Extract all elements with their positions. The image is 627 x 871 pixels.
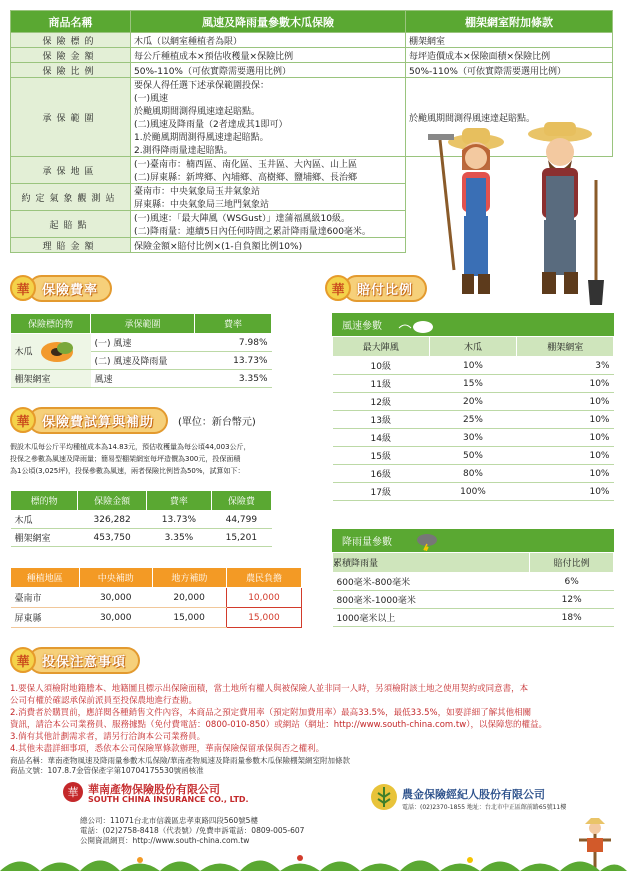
rate-row-scope: 風速	[91, 370, 195, 388]
wind-title-bar	[332, 313, 614, 336]
subsidy-farmer-cell: 10,000	[226, 588, 301, 608]
summary-key: 保險金額	[11, 48, 131, 63]
subsidy-cell: 屏東縣	[11, 608, 80, 628]
badge-icon: 華	[325, 275, 351, 301]
papaya-icon	[39, 340, 75, 364]
wind-cell: 13級	[333, 411, 430, 429]
summary-key: 承保地區	[11, 157, 131, 184]
farmers-illustration	[420, 120, 620, 310]
summary-text: (一)風速：「最大陣風（WSGust）」達蒲福風級10級。	[134, 214, 350, 224]
summary-net-cell	[406, 63, 613, 78]
summary-key: 約定氣象觀測站	[11, 184, 131, 211]
note-line: 2.消費者於購買前，應詳閱各種銷售文件內容，本商品之預定費用率（預定附加費用率）最高33.5%，最低33.5%，如要詳細了解其他相關	[10, 708, 532, 718]
section-notes	[10, 647, 140, 673]
summary-net-cell	[406, 33, 613, 48]
calc-cell: 326,282	[78, 511, 147, 529]
wind-cell: 17級	[333, 483, 430, 501]
wind-head: 木瓜	[429, 337, 517, 357]
calc-cell: 453,750	[78, 529, 147, 547]
rate-head-rate: 費率	[195, 314, 272, 334]
wind-cell: 25%	[429, 411, 517, 429]
note-line: 公司有權於確認承保前派員至投保農地進行查勘。	[10, 696, 198, 706]
table-row	[11, 33, 613, 48]
rate-row-value: 7.98%	[195, 334, 272, 352]
calc-cell: 棚架網室	[11, 529, 78, 547]
table-row	[11, 48, 613, 63]
company-logo-icon	[62, 781, 84, 803]
wind-table	[332, 336, 614, 501]
summary-head-name: 商品名稱	[11, 11, 131, 33]
summary-text: (二)降雨量：連續5日內任何時間之累計降雨量達600毫米。	[134, 227, 371, 237]
wind-cell: 10%	[429, 357, 517, 375]
subsidy-cell: 20,000	[152, 588, 226, 608]
wind-cell: 3%	[517, 357, 614, 375]
rain-cell: 12%	[530, 591, 614, 609]
wind-cell: 10%	[517, 465, 614, 483]
rate-papaya-label: 木瓜	[14, 347, 33, 357]
subsidy-cell: 15,000	[152, 608, 226, 628]
rain-cell: 800毫米-1000毫米	[333, 591, 530, 609]
wind-head: 最大陣風	[333, 337, 430, 357]
product-name-line: 商品名稱：華南產物風速及降雨量參數木瓜保險/華南產物風速及降雨量參數木瓜保險棚架網室附加條款	[10, 756, 351, 765]
summary-papaya-cell	[131, 48, 406, 63]
summary-papaya-cell	[131, 157, 406, 184]
note-line: 4.其他未盡詳細事項，悉依本公司保險單條款辦理，華南保險保留承保與否之權利。	[10, 744, 325, 754]
summary-key: 保險標的	[11, 33, 131, 48]
summary-key: 承保範圍	[11, 78, 131, 157]
summary-text: 50%-110%（可依實際需要選用比例）	[409, 66, 566, 77]
note-line: 1.要保人須檢附地籍謄本、地籍圖且標示出保險面積，當土地所有權人與被保險人並非同一人時，另須檢附該土地之使用契約或同意書，本	[10, 684, 529, 694]
product-number-line: 商品文號：107.8.7金管保產字第10704175530號函核准	[10, 766, 204, 775]
table-row	[11, 63, 613, 78]
summary-papaya-cell	[131, 211, 406, 238]
rate-row-value: 3.35%	[195, 370, 272, 388]
calc-table	[10, 490, 272, 547]
table-row	[11, 608, 302, 628]
storm-cloud-icon	[415, 533, 439, 551]
subsidy-farmer-cell: 15,000	[226, 608, 301, 628]
wind-title: 風速參數	[342, 321, 382, 332]
rain-table	[332, 552, 614, 627]
subsidy-head: 中央補助	[79, 568, 152, 588]
wind-cell: 10%	[517, 375, 614, 393]
company-website: 公開資訊網頁：http://www.south-china.com.tw	[80, 836, 250, 845]
section-premium	[10, 275, 112, 301]
wind-cell: 10%	[517, 411, 614, 429]
wind-cell: 14級	[333, 429, 430, 447]
agent-name: 農金保險經紀人股份有限公司	[402, 788, 545, 801]
subsidy-head: 地方補助	[152, 568, 226, 588]
summary-text: 要保人得任選下述承保範圍投保：	[134, 81, 270, 91]
section-payout-title: 賠付比例	[343, 275, 427, 302]
calc-cell: 15,201	[211, 529, 271, 547]
table-row	[333, 447, 614, 465]
badge-icon: 華	[10, 275, 36, 301]
company-phone: 電話：(02)2758-8418（代表號）/免費申訴電話：0809-005-607	[80, 826, 305, 835]
product-info	[10, 756, 620, 776]
calc-head: 標的物	[11, 491, 78, 511]
table-row	[333, 591, 614, 609]
rain-title: 降雨量參數	[342, 537, 392, 548]
subsidy-cell: 臺南市	[11, 588, 80, 608]
badge-icon: 華	[10, 407, 36, 433]
calc-description	[10, 441, 310, 477]
note-line: 3.倘有其他計劃需求者，請另行洽詢本公司業務員。	[10, 732, 206, 742]
subsidy-head: 農民負擔	[226, 568, 301, 588]
rain-cell: 600毫米-800毫米	[333, 573, 530, 591]
calc-line: 投保之參數為風速及降雨量；簡易型棚架網室每坪造價為300元，投保面積	[10, 455, 241, 463]
table-row	[11, 511, 272, 529]
rate-row-value: 13.73%	[195, 352, 272, 370]
company-contact	[80, 816, 340, 846]
summary-papaya-cell	[131, 78, 406, 157]
calc-cell: 木瓜	[11, 511, 78, 529]
wind-cell: 10%	[517, 393, 614, 411]
rate-papaya-cell	[11, 334, 91, 370]
summary-text: 保險金額×賠付比例×(1-自負額比例10%)	[134, 241, 303, 252]
subsidy-table	[10, 567, 302, 628]
wind-head: 棚架網室	[517, 337, 614, 357]
subsidy-head: 種植地區	[11, 568, 80, 588]
rain-head: 累積降雨量	[333, 553, 530, 573]
calc-cell: 13.73%	[147, 511, 212, 529]
calc-cell: 44,799	[211, 511, 271, 529]
wind-cell: 12級	[333, 393, 430, 411]
summary-head-net: 棚架網室附加條款	[406, 11, 613, 33]
calc-head: 保險金額	[78, 491, 147, 511]
section-payout	[325, 275, 427, 301]
table-row	[333, 411, 614, 429]
summary-text: 屏東縣：中央氣象局三地門氣象站	[134, 200, 270, 210]
summary-text: 每公斤種植成本×預估收穫量×保險比例	[134, 51, 294, 62]
rate-head-scope: 承保範圍	[91, 314, 195, 334]
wind-cell: 50%	[429, 447, 517, 465]
summary-text: (二)風速及降雨量（2者達成其1即可）	[134, 120, 288, 130]
calc-head: 保險費	[211, 491, 271, 511]
company-name: 華南產物保險股份有限公司	[88, 783, 220, 796]
rain-title-bar	[332, 529, 614, 552]
calc-head: 費率	[147, 491, 212, 511]
summary-text: 50%-110%（可依實際需要選用比例）	[134, 66, 291, 77]
summary-text: 木瓜（以網室種植者為限）	[134, 36, 243, 47]
calc-line: 假設木瓜每公斤平均種植成本為14.83元，預估收穫量為每公頃44,003公斤，	[10, 443, 251, 451]
section-premium-title: 保險費率	[28, 275, 112, 302]
section-calc	[10, 407, 256, 433]
rain-head: 賠付比例	[530, 553, 614, 573]
table-row	[333, 429, 614, 447]
summary-text: 於颱風期間測得風速達起賠點。	[409, 113, 536, 124]
section-calc-title: 保險費試算與補助	[28, 407, 168, 434]
table-row	[333, 375, 614, 393]
summary-text: 2.測得降雨量達起賠點。	[134, 146, 233, 156]
svg-text:華: 華	[67, 786, 79, 799]
wind-cell: 15%	[429, 375, 517, 393]
rate-table	[10, 313, 272, 388]
wind-cloud-icon	[397, 318, 437, 334]
summary-net-cell	[406, 48, 613, 63]
table-row	[333, 573, 614, 591]
wind-cell: 80%	[429, 465, 517, 483]
company-name-en: SOUTH CHINA INSURANCE CO., LTD.	[88, 795, 249, 804]
wind-cell: 10%	[517, 483, 614, 501]
table-row	[333, 483, 614, 501]
calc-line: 為1公頃(3,025坪)，投保參數為風速，兩者保險比例皆為50%，試算如下：	[10, 467, 245, 475]
notes-list	[10, 683, 620, 755]
farmer-woman	[428, 128, 504, 294]
rate-net-label: 棚架網室	[11, 370, 91, 388]
summary-key: 保險比例	[11, 63, 131, 78]
summary-text: 於颱風期間測得風速達起賠點。	[134, 107, 261, 117]
wind-cell: 16級	[333, 465, 430, 483]
wind-cell: 10%	[517, 447, 614, 465]
summary-text: (一)臺南市：楠西區、南化區、玉井區、大內區、山上區	[134, 160, 358, 170]
summary-key: 理賠金額	[11, 238, 131, 253]
summary-papaya-cell	[131, 63, 406, 78]
summary-text: 棚架網室	[409, 36, 446, 47]
summary-key: 起賠點	[11, 211, 131, 238]
summary-papaya-cell	[131, 184, 406, 211]
wind-cell: 10級	[333, 357, 430, 375]
wind-cell: 15級	[333, 447, 430, 465]
note-line: 資訊，請洽本公司業務員、服務據點（免付費電話：0800-010-850）或網站（網址：http://www.south-china.com.tw），以保障您的權益。	[10, 720, 547, 730]
unit-label: (單位：新台幣元)	[178, 416, 256, 428]
table-row	[11, 588, 302, 608]
wind-cell: 30%	[429, 429, 517, 447]
wind-cell: 10%	[517, 429, 614, 447]
farmer-man	[528, 122, 604, 305]
wind-cell: 11級	[333, 375, 430, 393]
agent-contact: 電話：(02)2370-1855 地址：台北市中正區館前路65號11樓	[402, 804, 567, 811]
summary-text: 1.於颱風期間測得風速達起賠點。	[134, 133, 269, 143]
table-row	[11, 529, 272, 547]
table-row	[333, 609, 614, 627]
table-row	[333, 465, 614, 483]
summary-text: (一)風速	[134, 94, 169, 104]
summary-text: 臺南市：中央氣象局玉井氣象站	[134, 187, 261, 197]
rate-head-subject: 保險標的物	[11, 314, 91, 334]
table-row	[333, 357, 614, 375]
grass-decoration	[0, 846, 627, 871]
wind-cell: 20%	[429, 393, 517, 411]
table-row	[333, 393, 614, 411]
rain-cell: 18%	[530, 609, 614, 627]
rate-row-scope: (一) 風速	[91, 334, 195, 352]
calc-cell: 3.35%	[147, 529, 212, 547]
summary-papaya-cell	[131, 33, 406, 48]
rain-cell: 1000毫米以上	[333, 609, 530, 627]
summary-head-papaya: 風速及降雨量參數木瓜保險	[131, 11, 406, 33]
company-address: 總公司：11071台北市信義區忠孝東路四段560號5樓	[80, 816, 258, 825]
subsidy-cell: 30,000	[79, 608, 152, 628]
summary-text: 每坪造價成本×保險面積×保險比例	[409, 51, 551, 62]
agent-logo-icon	[370, 783, 398, 811]
summary-text: (二)屏東縣：新埤鄉、內埔鄉、高樹鄉、鹽埔鄉、長治鄉	[134, 173, 358, 183]
section-notes-title: 投保注意事項	[28, 647, 140, 674]
summary-papaya-cell	[131, 238, 406, 253]
subsidy-cell: 30,000	[79, 588, 152, 608]
wind-cell: 100%	[429, 483, 517, 501]
badge-icon: 華	[10, 647, 36, 673]
rate-row-scope: (二) 風速及降雨量	[91, 352, 195, 370]
rain-cell: 6%	[530, 573, 614, 591]
